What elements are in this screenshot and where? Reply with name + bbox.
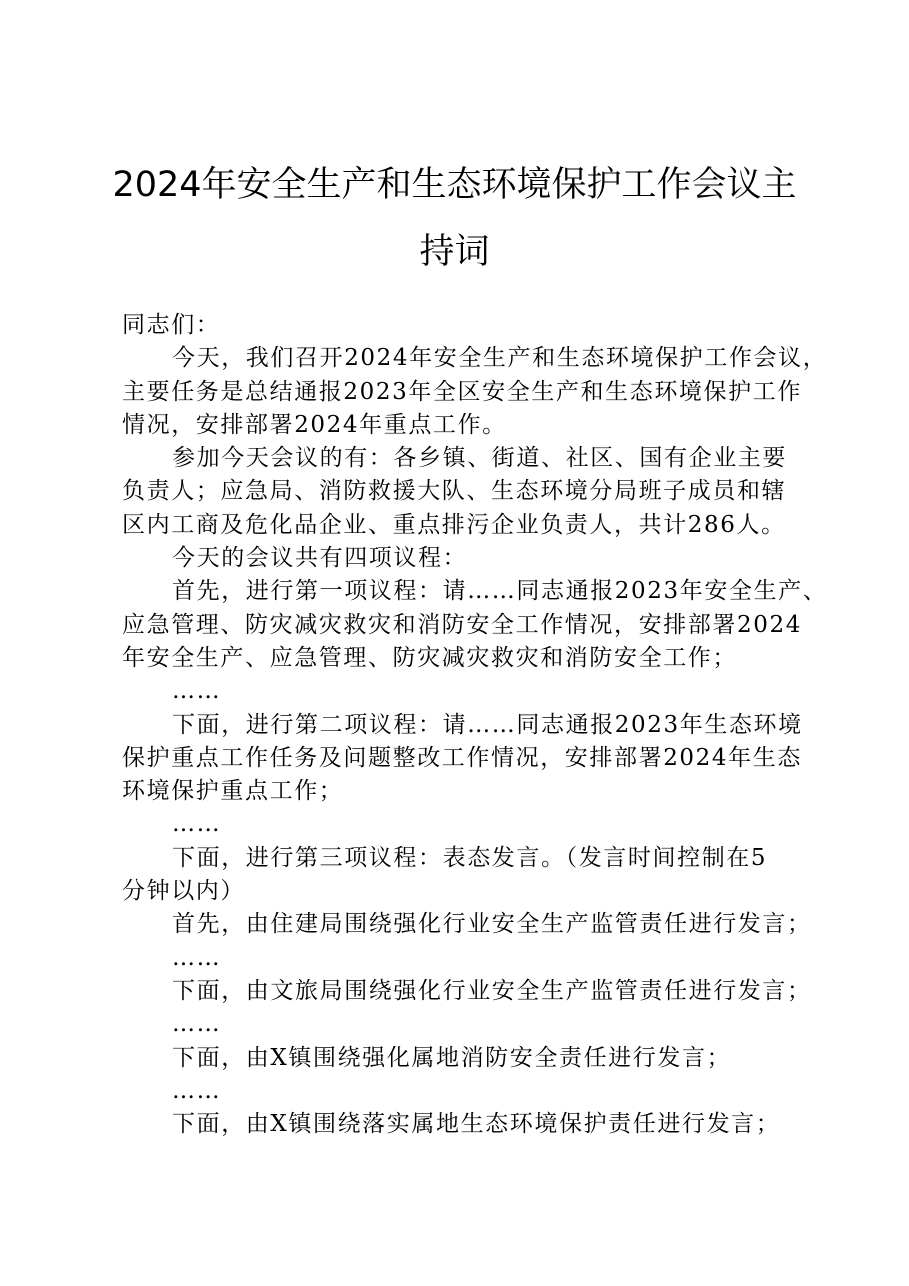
paragraph-line: 首先，由住建局围绕强化行业安全生产监管责任进行发言； [172, 911, 812, 938]
paragraph-line: 环境保护重点工作； [122, 778, 344, 805]
paragraph-line: 年安全生产、应急管理、防灾减灾救灾和消防安全工作； [122, 644, 737, 671]
paragraph-line: 情况，安排部署2024年重点工作。 [122, 411, 507, 438]
document-body [122, 309, 828, 1141]
paragraph-line: 今天的会议共有四项议程： [172, 545, 468, 572]
document-title-line-1: 2024年安全生产和生态环境保护工作会议主 [112, 165, 797, 205]
paragraph-line: 首先，进行第一项议程：请……同志通报2023年安全生产、 [172, 578, 828, 605]
ellipsis-line: …… [172, 1077, 222, 1104]
paragraph-line: 应急管理、防灾减灾救灾和消防安全工作情况，安排部署2024 [122, 611, 802, 638]
paragraph-line: 负责人；应急局、消防救援大队、生态环境分局班子成员和辖 [122, 478, 787, 505]
ellipsis-line: …… [172, 944, 222, 971]
paragraph-line: 下面，进行第三项议程：表态发言。（发言时间控制在5 [172, 844, 768, 871]
paragraph-line: 下面，由X镇围绕落实属地生态环境保护责任进行发言； [172, 1111, 781, 1138]
paragraph-line: 保护重点工作任务及问题整改工作情况，安排部署2024年生态 [122, 744, 802, 771]
paragraph-line: 参加今天会议的有：各乡镇、街道、社区、国有企业主要 [172, 445, 787, 472]
ellipsis-line: …… [172, 811, 222, 838]
document-title-line-2: 持词 [419, 232, 490, 272]
paragraph-line: 主要任务是总结通报2023年全区安全生产和生态环境保护工作 [122, 378, 802, 405]
paragraph-line: 下面，进行第二项议程：请……同志通报2023年生态环境 [172, 711, 803, 738]
paragraph-line: 今天，我们召开2024年安全生产和生态环境保护工作会议， [172, 345, 828, 372]
ellipsis-line: …… [172, 678, 222, 705]
paragraph-line: 分钟以内） [122, 878, 245, 905]
paragraph-line: 下面，由X镇围绕强化属地消防安全责任进行发言； [172, 1044, 732, 1071]
ellipsis-line: …… [172, 1011, 222, 1038]
paragraph-line: 下面，由文旅局围绕强化行业安全生产监管责任进行发言； [172, 977, 812, 1004]
paragraph-line: 区内工商及危化品企业、重点排污企业负责人，共计286人。 [122, 511, 786, 538]
salutation: 同志们： [122, 312, 221, 338]
